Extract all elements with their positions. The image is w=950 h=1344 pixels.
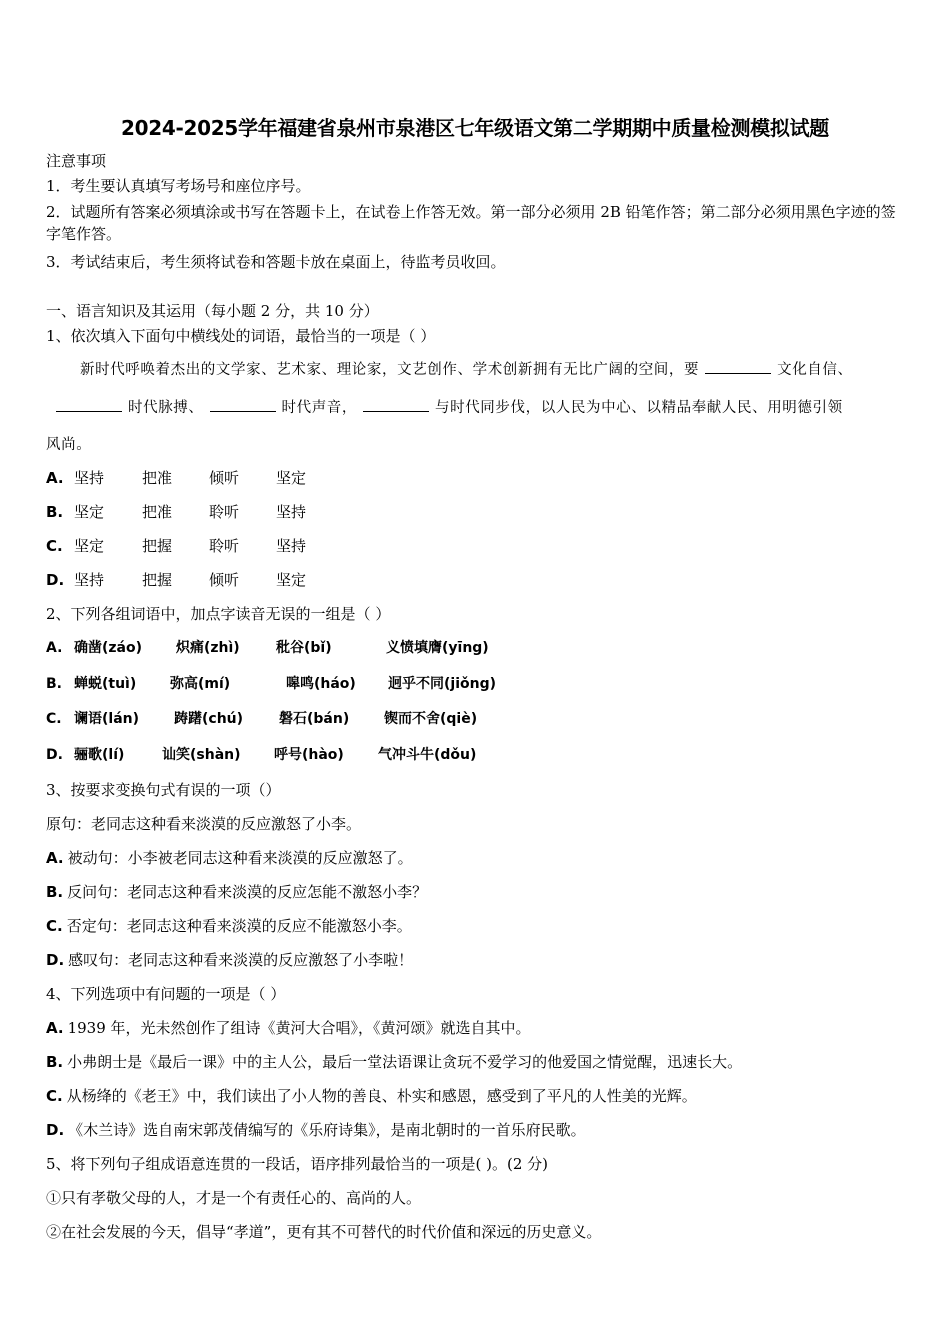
option-word: 坚持 bbox=[74, 469, 105, 487]
passage-text: 新时代呼唤着杰出的文学家、艺术家、理论家，文艺创作、学术创新拥有无比广阔的空间，要 bbox=[80, 362, 700, 378]
option-word: 聆听 bbox=[209, 537, 240, 555]
q1-passage-line3: 风尚。 bbox=[46, 437, 92, 453]
option-word: 把握 bbox=[142, 571, 173, 589]
option-letter: B. bbox=[46, 883, 64, 901]
option-word: 倾听 bbox=[209, 571, 240, 589]
option-word: 气冲斗牛(dǒu) bbox=[378, 747, 477, 763]
q3-option-c[interactable] bbox=[46, 915, 412, 937]
option-text: 1939 年，光未然创作了组诗《黄河大合唱》，《黄河颂》就选自其中。 bbox=[67, 1019, 531, 1037]
q5-stem: 5、将下列句子组成语意连贯的一段话，语序排列最恰当的一项是( )。(2 分) bbox=[46, 1155, 549, 1173]
q4-option-c[interactable] bbox=[46, 1085, 697, 1107]
option-letter: C. bbox=[46, 711, 62, 727]
option-text: 从杨绛的《老王》中，我们读出了小人物的善良、朴实和感恩，感受到了平凡的人性美的光辉。 bbox=[66, 1087, 697, 1105]
option-letter: B. bbox=[46, 1053, 64, 1071]
option-letter: C. bbox=[46, 917, 63, 935]
fill-blank-3[interactable] bbox=[210, 397, 276, 412]
option-letter: A. bbox=[46, 469, 64, 487]
q4-option-a[interactable] bbox=[46, 1017, 531, 1039]
q4-option-b[interactable] bbox=[46, 1051, 742, 1073]
option-word: 坚持 bbox=[74, 571, 105, 589]
fill-blank-1[interactable] bbox=[705, 359, 771, 374]
option-word: 炽痛(zhì) bbox=[176, 640, 240, 656]
fill-blank-2[interactable] bbox=[56, 397, 122, 412]
option-text: 反问句：老同志这种看来淡漠的反应怎能不激怒小李？ bbox=[67, 883, 428, 901]
option-word: 坚持 bbox=[276, 503, 307, 521]
q3-option-d[interactable] bbox=[46, 949, 413, 971]
option-word: 谰语(lán) bbox=[74, 711, 140, 727]
q1-passage-line1 bbox=[80, 359, 853, 381]
passage-text: 与时代同步伐，以人民为中心、以精品奉献人民、用明德引领 bbox=[435, 400, 843, 416]
q3-option-b[interactable] bbox=[46, 881, 427, 903]
option-word: 呼号(hào) bbox=[274, 747, 344, 763]
option-text: 《木兰诗》选自南宋郭茂倩编写的《乐府诗集》，是南北朝时的一首乐府民歌。 bbox=[68, 1121, 586, 1139]
option-letter: C. bbox=[46, 537, 63, 555]
option-word: 秕谷(bǐ) bbox=[276, 640, 332, 656]
option-letter: B. bbox=[46, 503, 64, 521]
q2-stem: 2、下列各组词语中，加点字读音无误的一组是（ ） bbox=[46, 605, 391, 623]
q1-passage-line2 bbox=[50, 397, 843, 419]
page-title: 2024-2025学年福建省泉州市泉港区七年级语文第二学期期中质量检测模拟试题 bbox=[121, 116, 829, 140]
q4-option-d[interactable] bbox=[46, 1119, 586, 1141]
option-word: 坚定 bbox=[276, 469, 307, 487]
q5-sentence: ②在社会发展的今天，倡导“孝道”，更有其不可替代的时代价值和深远的历史意义。 bbox=[46, 1223, 602, 1241]
option-word: 聆听 bbox=[209, 503, 240, 521]
option-letter: D. bbox=[46, 1121, 65, 1139]
option-letter: B. bbox=[46, 676, 62, 692]
option-text: 感叹句：老同志这种看来淡漠的反应激怒了小李啦！ bbox=[68, 951, 414, 969]
notice-heading: 注意事项 bbox=[46, 152, 107, 170]
option-text: 否定句：老同志这种看来淡漠的反应不能激怒小李。 bbox=[66, 917, 412, 935]
option-word: 锲而不舍(qiè) bbox=[384, 711, 478, 727]
option-word: 弥高(mí) bbox=[170, 676, 231, 692]
option-letter: A. bbox=[46, 849, 64, 867]
q4-stem: 4、下列选项中有问题的一项是（ ） bbox=[46, 985, 286, 1003]
notice-item: 1．考生要认真填写考场号和座位序号。 bbox=[46, 177, 311, 195]
q1-stem: 1、依次填入下面句中横线处的词语，最恰当的一项是（ ） bbox=[46, 327, 436, 345]
option-word: 坚定 bbox=[74, 503, 105, 521]
option-word: 坚持 bbox=[276, 537, 307, 555]
option-word: 磐石(bán) bbox=[279, 711, 350, 727]
fill-blank-4[interactable] bbox=[363, 397, 429, 412]
option-word: 讪笑(shàn) bbox=[162, 747, 241, 763]
option-letter: D. bbox=[46, 747, 63, 763]
option-letter: D. bbox=[46, 571, 65, 589]
passage-text: 时代声音， bbox=[281, 400, 357, 416]
option-text: 被动句：小李被老同志这种看来淡漠的反应激怒了。 bbox=[67, 849, 413, 867]
option-word: 迥乎不同(jiǒng) bbox=[388, 676, 497, 692]
notice-item: 2．试题所有答案必须填涂或书写在答题卡上，在试卷上作答无效。第一部分必须用 2B 铅笔作答；第二部分必须用黑色字迹的签字笔作答。 bbox=[46, 203, 896, 243]
q3-option-a[interactable] bbox=[46, 847, 413, 869]
option-word: 倾听 bbox=[209, 469, 240, 487]
section-heading: 一、语言知识及其运用（每小题 2 分，共 10 分） bbox=[46, 302, 379, 320]
q3-original: 原句：老同志这种看来淡漠的反应激怒了小李。 bbox=[46, 815, 362, 833]
option-word: 确凿(záo) bbox=[74, 640, 143, 656]
option-word: 嗥鸣(háo) bbox=[286, 676, 356, 692]
option-word: 坚定 bbox=[74, 537, 105, 555]
q3-stem: 3、按要求变换句式有误的一项（） bbox=[46, 781, 281, 799]
option-word: 义愤填膺(yīng) bbox=[386, 640, 489, 656]
option-letter: A. bbox=[46, 1019, 64, 1037]
option-text: 小弗朗士是《最后一课》中的主人公，最后一堂法语课让贪玩不爱学习的他爱国之情觉醒，迅速长大。 bbox=[67, 1053, 743, 1071]
q5-sentence: ①只有孝敬父母的人，才是一个有责任心的、高尚的人。 bbox=[46, 1189, 422, 1207]
option-word: 蝉蜕(tuì) bbox=[74, 676, 137, 692]
passage-text: 时代脉搏、 bbox=[128, 400, 204, 416]
notice-item: 3．考试结束后，考生须将试卷和答题卡放在桌面上，待监考员收回。 bbox=[46, 253, 506, 271]
option-word: 骊歌(lí) bbox=[74, 747, 125, 763]
option-word: 把准 bbox=[142, 469, 173, 487]
option-word: 坚定 bbox=[276, 571, 307, 589]
option-letter: A. bbox=[46, 640, 63, 656]
option-word: 踌躇(chú) bbox=[174, 711, 244, 727]
option-letter: C. bbox=[46, 1087, 63, 1105]
option-word: 把准 bbox=[142, 503, 173, 521]
option-letter: D. bbox=[46, 951, 65, 969]
passage-text: 文化自信、 bbox=[777, 362, 853, 378]
option-word: 把握 bbox=[142, 537, 173, 555]
